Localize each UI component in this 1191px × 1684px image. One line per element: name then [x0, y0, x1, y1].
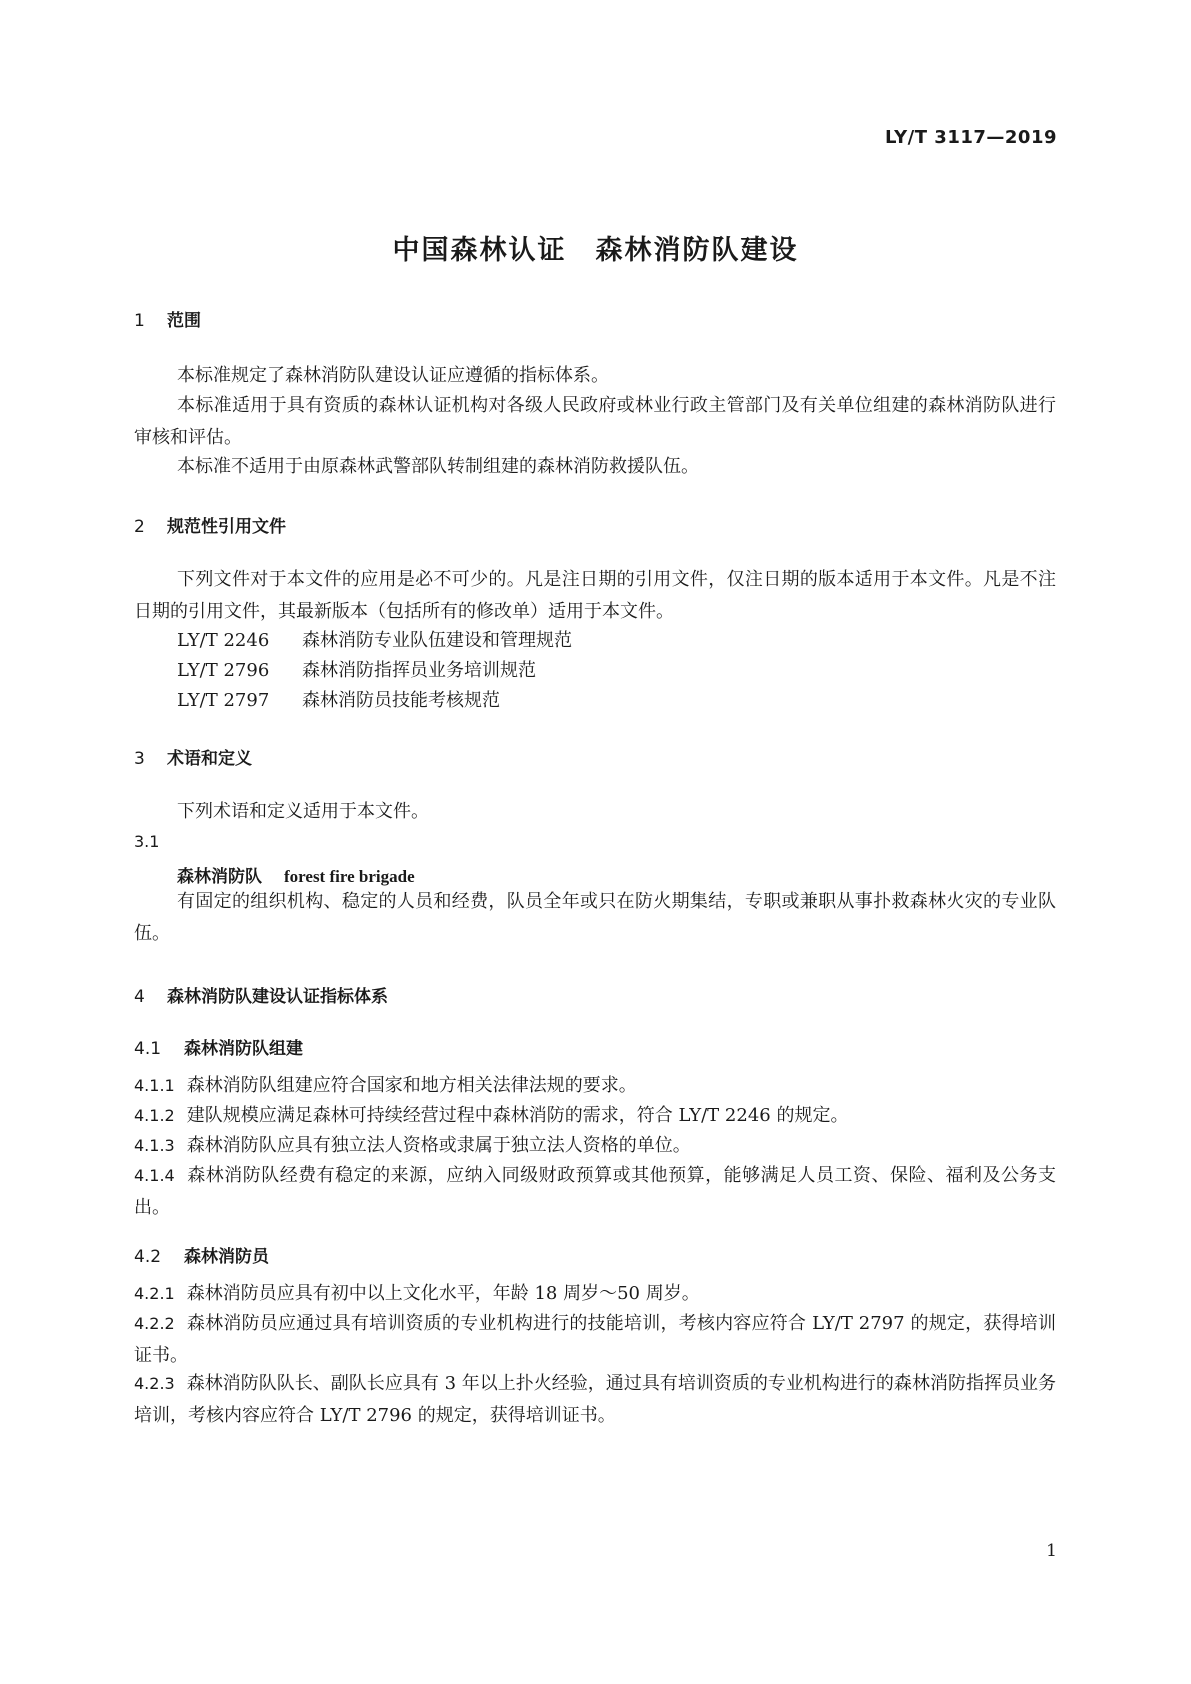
page-number: 1: [1046, 1541, 1057, 1561]
paragraph: 本标准规定了森林消防队建设认证应遵循的指标体系。: [177, 365, 609, 386]
reference-item: [177, 656, 536, 682]
section-1-heading: [134, 306, 201, 331]
subsection-number: 4.2: [134, 1247, 162, 1267]
paragraph: 下列文件对于本文件的应用是必不可少的。凡是注日期的引用文件，仅注日期的版本适用于本文件。凡是不注日期的引用文件，其最新版本（包括所有的修改单）适用于本文件。: [134, 569, 1056, 622]
clause-number: 4.1.4: [134, 1166, 175, 1185]
term-chinese: 森林消防队: [177, 867, 262, 887]
paragraph: 本标准适用于具有资质的森林认证机构对各级人民政府或林业行政主管部门及有关单位组建的森林消防队进行审核和评估。: [134, 395, 1056, 448]
clause-number: 4.1.3: [134, 1136, 175, 1155]
clause-text: 森林消防队组建应符合国家和地方相关法律法规的要求。: [186, 1075, 637, 1096]
section-title: 森林消防队建设认证指标体系: [167, 987, 388, 1007]
clause: [134, 1368, 1056, 1432]
clause-text: 建队规模应满足森林可持续经营过程中森林消防的需求，符合 LY/T 2246 的规定。: [186, 1105, 849, 1126]
reference-code: LY/T 2246: [177, 630, 270, 651]
term-name: [177, 862, 415, 887]
section-title: 术语和定义: [167, 749, 252, 769]
section-2-heading: [134, 512, 286, 537]
section-number: 2: [134, 517, 145, 537]
clause-number: 4.2.1: [134, 1284, 175, 1303]
subsection-number: 4.1: [134, 1039, 162, 1059]
paragraph: 下列术语和定义适用于本文件。: [177, 801, 429, 822]
clause-number: 4.2.2: [134, 1314, 175, 1333]
reference-item: [177, 626, 572, 652]
reference-item: [177, 686, 500, 712]
section-3-heading: [134, 744, 252, 769]
term-number: 3.1: [134, 832, 160, 851]
term-definition: 有固定的组织机构、稳定的人员和经费，队员全年或只在防火期集结，专职或兼职从事扑救森林火灾的专业队伍。: [134, 891, 1056, 944]
section-title: 规范性引用文件: [167, 517, 286, 537]
reference-title: 森林消防指挥员业务培训规范: [302, 660, 536, 681]
clause: [134, 1308, 1056, 1372]
clause-text: 森林消防员应具有初中以上文化水平，年龄 18 周岁～50 周岁。: [186, 1283, 700, 1304]
clause-text: 森林消防队经费有稳定的来源，应纳入同级财政预算或其他预算，能够满足人员工资、保险、福利及公务支出。: [134, 1165, 1056, 1218]
standard-code: LY/T 3117—2019: [884, 127, 1057, 148]
reference-title: 森林消防员技能考核规范: [302, 690, 500, 711]
clause-number: 4.1.2: [134, 1106, 175, 1125]
subsection-title: 森林消防员: [184, 1247, 269, 1267]
section-title: 范围: [167, 311, 201, 331]
section-number: 3: [134, 749, 145, 769]
reference-code: LY/T 2797: [177, 690, 270, 711]
clause-text: 森林消防队应具有独立法人资格或隶属于独立法人资格的单位。: [186, 1135, 691, 1156]
reference-code: LY/T 2796: [177, 660, 270, 681]
clause: [134, 1100, 1056, 1132]
clause-number: 4.2.3: [134, 1374, 175, 1393]
clause: [134, 1160, 1056, 1224]
clause: [134, 1278, 1056, 1310]
clause: [134, 1070, 1056, 1102]
clause-number: 4.1.1: [134, 1076, 175, 1095]
document-title: 中国森林认证 森林消防队建设: [392, 235, 799, 266]
section-4-heading: [134, 982, 388, 1007]
reference-title: 森林消防专业队伍建设和管理规范: [302, 630, 572, 651]
section-number: 1: [134, 311, 145, 331]
subsection-4-1-heading: [134, 1034, 303, 1059]
clause: [134, 1130, 1056, 1162]
clause-text: 森林消防队队长、副队长应具有 3 年以上扑火经验，通过具有培训资质的专业机构进行的森林消防指挥员业务培训，考核内容应符合 LY/T 2796 的规定，获得培训证书。: [134, 1373, 1056, 1426]
subsection-title: 森林消防队组建: [184, 1039, 303, 1059]
section-number: 4: [134, 987, 145, 1007]
paragraph: 本标准不适用于由原森林武警部队转制组建的森林消防救援队伍。: [177, 456, 699, 477]
subsection-4-2-heading: [134, 1242, 269, 1267]
term-english: forest fire brigade: [284, 867, 415, 886]
clause-text: 森林消防员应通过具有培训资质的专业机构进行的技能培训，考核内容应符合 LY/T 2797 的规定，获得培训证书。: [134, 1313, 1056, 1366]
